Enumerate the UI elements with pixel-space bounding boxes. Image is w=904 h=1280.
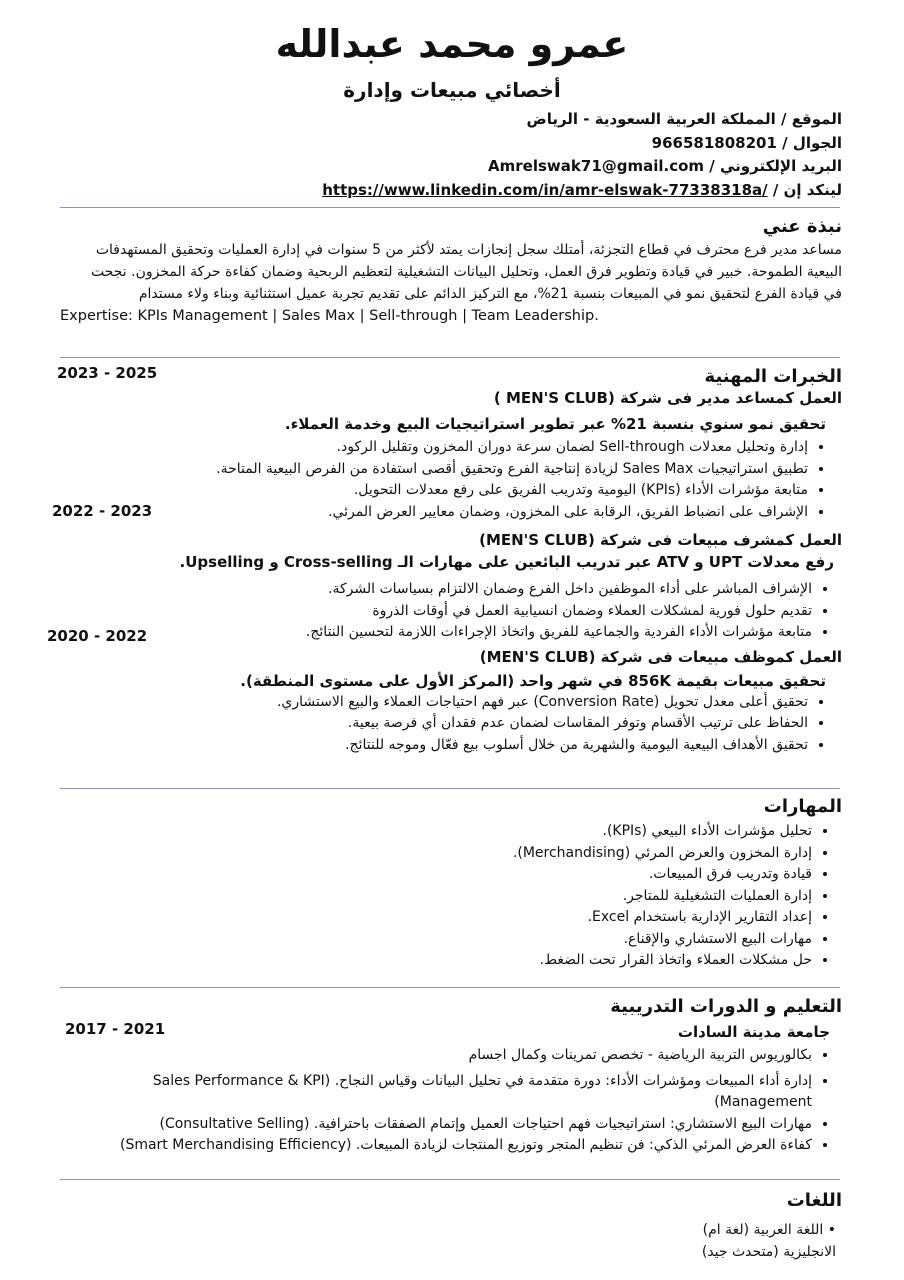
divider	[60, 1179, 840, 1180]
list-item: • الحفاظ على ترتيب الأقسام وتوفر المقاسات لضمان عدم فقدان أي فرصة بيعية.	[130, 713, 808, 735]
list-item: • تطبيق استراتيجيات Sales Max لزيادة إنتاجية الفرع وتحقيق أقصى استفادة من الفرص البيعية المتاحة.	[130, 459, 808, 481]
job-highlight: رفع معدلات UPT و ATV عبر تدريب البائعين على مهارات الـ Cross-selling و Upselling.	[179, 553, 834, 571]
job-title: أخصائي مبيعات وإدارة	[343, 78, 561, 102]
skill-item: • إعداد التقارير الإدارية باستخدام Excel.	[60, 907, 812, 929]
candidate-name: عمرو محمد عبدالله	[275, 22, 629, 66]
location: الموقع / المملكة العربية السعودية - الرياض	[526, 110, 842, 128]
language-item: • اللغة العربية (لغة ام)	[702, 1222, 836, 1238]
list-item: • الإشراف على انضباط الفريق، الرقابة على المخزون، وضمان معايير العرض المرئي.	[130, 502, 808, 524]
job-highlight: تحقيق مبيعات بقيمة 856K في شهر واحد (المركز الأول على مستوى المنطقة).	[240, 671, 826, 690]
contact-info	[322, 108, 842, 202]
about-section	[60, 216, 842, 327]
list-item: • متابعة مؤشرات الأداء الفردية والجماعية للفريق واتخاذ الإجراءات اللازمة لتحسين النتائج.	[130, 622, 812, 644]
languages-section	[60, 1190, 842, 1263]
list-item: • تقديم حلول فورية لمشكلات العملاء وضمان انسيابية العمل في أوقات الذروة	[130, 601, 812, 623]
skill-item: • قيادة وتدريب فرق المبيعات.	[60, 864, 812, 886]
education-item: • بكالوريوس التربية الرياضية - تخصص تمرينات وكمال اجسام	[80, 1045, 812, 1067]
list-item: • تحقيق أعلى معدل تحويل (Conversion Rate) عبر فهم احتياجات العملاء والبيع الاستشاري.	[130, 692, 808, 714]
job-date: 2023 - 2025	[57, 364, 158, 382]
linkedin-label: لينكد إن /	[767, 180, 842, 199]
education-section	[80, 996, 842, 1157]
skill-item: • تحليل مؤشرات الأداء البيعي (KPIs).	[60, 821, 812, 843]
divider	[60, 207, 840, 208]
experience-heading: الخبرات المهنية	[704, 366, 842, 387]
education-item: • إدارة أداء المبيعات ومؤشرات الأداء: دورة متقدمة في تحليل البيانات وقياس النجاح. (Sales Performance & KPI Management)	[80, 1071, 812, 1114]
skill-item: • حل مشكلات العملاء واتخاذ القرار تحت الضغط.	[60, 950, 812, 972]
languages-heading: اللغات	[786, 1190, 842, 1211]
about-text: مساعد مدير فرع محترف في قطاع التجزئة، أمتلك سجل إنجازات يمتد لأكثر من 5 سنوات في إدارة العمليات وتحقيق المستهدفات البيعية الطموحة. خبير في قيادة وتطوير فرق العمل، وتحليل البيانات التشغيلية لتعظيم الربحية وضمان كفاءة حركة المخزون. نجحت في قيادة الفرع لتحقيق نمو في المبيعات بنسبة 21%، مع التركيز الدائم على تقديم تجربة عميل استثنائية وبناء ولاء مستدام	[90, 242, 842, 302]
job-title: العمل كمساعد مدير فى شركة (MEN'S CLUB )	[493, 389, 842, 407]
education-date: 2017 - 2021	[65, 1020, 166, 1038]
experience-section	[130, 366, 842, 756]
email[interactable]: البريد الإلكتروني / Amrelswak71@gmail.com	[488, 157, 842, 175]
education-item: • مهارات البيع الاستشاري: استراتيجيات فهم احتياجات العميل وإتمام الصفقات باحترافية. (Consultative Selling)	[80, 1114, 812, 1136]
skill-item: • إدارة العمليات التشغيلية للمتاجر.	[60, 886, 812, 908]
list-item: • الإشراف المباشر على أداء الموظفين داخل الفرع وضمان الالتزام بسياسات الشركة.	[130, 579, 812, 601]
job-date: 2020 - 2022	[47, 627, 148, 645]
list-item: • تحقيق الأهداف البيعية اليومية والشهرية من خلال أسلوب بيع فعّال وموجه للنتائج.	[130, 735, 808, 757]
divider	[60, 987, 840, 988]
job-title: العمل كموظف مبيعات فى شركة (MEN'S CLUB)	[479, 647, 842, 666]
phone: الجوال / 966581808201	[651, 133, 842, 152]
skills-section	[60, 796, 842, 972]
job-highlight: تحقيق نمو سنوي بنسبة 21% عبر تطوير استراتيجيات البيع وخدمة العملاء.	[284, 415, 826, 433]
language-item: الانجليزية (متحدث جيد)	[701, 1244, 836, 1260]
job-title: العمل كمشرف مبيعات فى شركة (MEN'S CLUB)	[479, 531, 842, 549]
list-item: • إدارة وتحليل معدلات Sell-through لضمان سرعة دوران المخزون وتقليل الركود.	[130, 437, 808, 459]
linkedin	[322, 179, 842, 203]
skills-heading: المهارات	[763, 796, 842, 817]
about-heading: نبذة عني	[762, 216, 842, 237]
divider	[60, 357, 840, 358]
education-heading: التعليم و الدورات التدريبية	[610, 996, 842, 1017]
job-date: 2022 - 2023	[52, 502, 153, 520]
list-item: • متابعة مؤشرات الأداء (KPIs) اليومية وتدريب الفريق على رفع معدلات التحويل.	[130, 480, 808, 502]
expertise: Expertise: KPIs Management | Sales Max | Sell-through | Team Leadership.	[60, 308, 599, 324]
divider	[60, 788, 840, 789]
skill-item: • إدارة المخزون والعرض المرئي (Merchandising).	[60, 843, 812, 865]
university: جامعة مدينة السادات	[677, 1023, 830, 1041]
skill-item: • مهارات البيع الاستشاري والإقناع.	[60, 929, 812, 951]
education-item: • كفاءة العرض المرئي الذكي: فن تنظيم المتجر وتوزيع المنتجات لزيادة المبيعات. (Smart Merchandising Efficiency)	[80, 1135, 812, 1157]
linkedin-link[interactable]: https://www.linkedin.com/in/amr-elswak-77338318a/	[322, 180, 768, 199]
language-name: اللغة العربية (لغة ام)	[702, 1222, 824, 1238]
